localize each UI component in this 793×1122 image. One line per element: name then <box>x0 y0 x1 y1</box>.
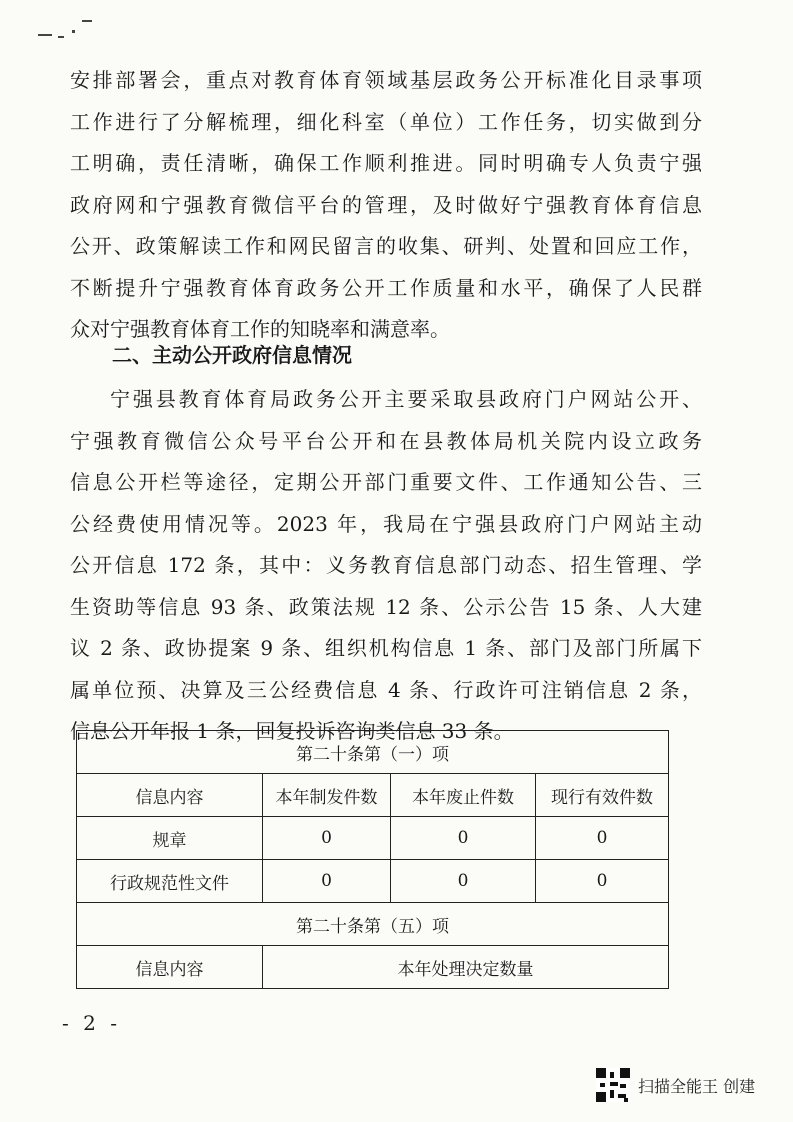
table-section-title: 第二十条第（五）项 <box>77 903 669 946</box>
table-header: 现行有效件数 <box>536 774 669 817</box>
paragraph-2 <box>70 379 702 753</box>
cell-issued: 0 <box>263 860 391 903</box>
text-line: 宁强教育微信公众号平台公开和在县教体局机关院内设立政务 <box>70 428 702 453</box>
text-line: 宁强县教育体育局政务公开主要采取县政府门户网站公开、 <box>110 387 702 411</box>
scan-mark <box>38 12 100 42</box>
cell-abolished: 0 <box>391 817 536 860</box>
cell-issued: 0 <box>263 817 391 860</box>
text-line: 公经费使用情况等。2023 年，我局在宁强县政府门户网站主动 <box>70 511 702 536</box>
text-line: 议 2 条、政协提案 9 条、组织机构信息 1 条、部门及部门所属下 <box>70 636 702 660</box>
row-label: 行政规范性文件 <box>77 860 263 903</box>
table-row <box>77 817 669 860</box>
section-heading: 二、主动公开政府信息情况 <box>112 343 352 367</box>
table-header: 本年制发件数 <box>263 774 391 817</box>
text-line: 信息公开年报 1 条，回复投诉咨询类信息 33 条。 <box>70 719 514 743</box>
watermark-text: 扫描全能王 创建 <box>638 1076 756 1096</box>
info-table <box>76 730 669 989</box>
page-number: - 2 - <box>62 1011 121 1035</box>
table-section-title: 第二十条第（一）项 <box>77 731 669 774</box>
cell-valid: 0 <box>536 817 669 860</box>
text-line: 工作进行了分解梳理，细化科室（单位）工作任务，切实做到分 <box>70 109 702 134</box>
text-line: 安排部署会，重点对教育体育领域基层政务公开标准化目录事项 <box>70 68 702 92</box>
text-line: 政府网和宁强教育微信平台的管理，及时做好宁强教育体育信息 <box>70 192 702 217</box>
scanner-watermark <box>596 1068 755 1102</box>
text-line: 不断提升宁强教育体育政务公开工作质量和水平，确保了人民群 <box>70 275 702 300</box>
table-header: 本年废止件数 <box>391 774 536 817</box>
text-line: 公开、政策解读工作和网民留言的收集、研判、处置和回应工作， <box>70 234 702 258</box>
table-header: 信息内容 <box>77 946 263 989</box>
table-row <box>77 860 669 903</box>
row-label: 规章 <box>77 817 263 860</box>
text-line: 信息公开栏等途径，定期公开部门重要文件、工作通知公告、三 <box>70 470 702 494</box>
text-line: 生资助等信息 93 条、政策法规 12 条、公示公告 15 条、人大建 <box>70 594 702 619</box>
text-line: 工明确，责任清晰，确保工作顺利推进。同时明确专人负责宁强 <box>70 151 702 175</box>
text-line: 众对宁强教育体育工作的知晓率和满意率。 <box>70 317 450 341</box>
qr-code-icon <box>596 1068 630 1102</box>
text-line: 公开信息 172 条，其中：义务教育信息部门动态、招生管理、学 <box>70 553 702 577</box>
table-header: 本年处理决定数量 <box>263 946 669 989</box>
table-header: 信息内容 <box>77 774 263 817</box>
cell-valid: 0 <box>536 860 669 903</box>
text-line: 属单位预、决算及三公经费信息 4 条、行政许可注销信息 2 条， <box>70 677 702 702</box>
paragraph-1 <box>70 60 702 351</box>
cell-abolished: 0 <box>391 860 536 903</box>
